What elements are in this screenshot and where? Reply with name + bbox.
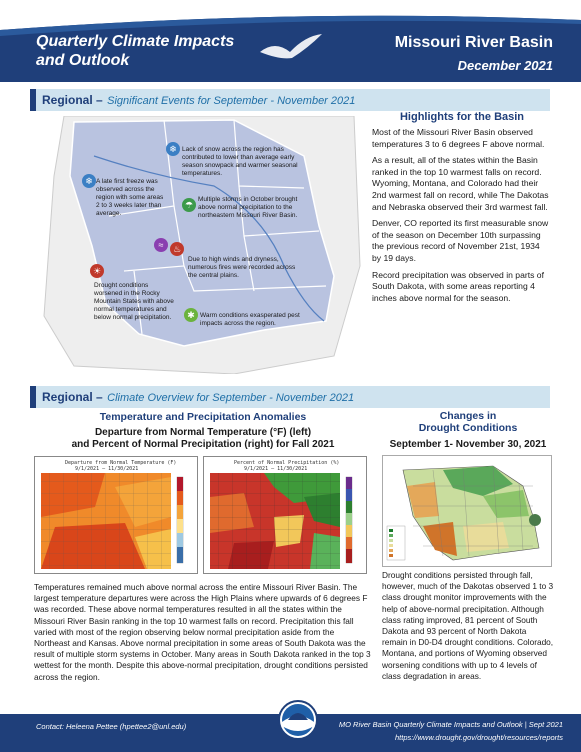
storm-icon: ☂: [182, 198, 196, 212]
highlight-paragraph: Record precipitation was observed in parts of South Dakota, with some areas reporting 4 inches above normal for the season.: [372, 269, 544, 303]
anomalies-subtitle-line2: and Percent of Normal Precipitation (right) for Fall 2021: [71, 439, 335, 450]
temperature-map-graphic: [35, 457, 197, 573]
highlight-paragraph: As a result, all of the states within the Basin ranked in the top 10 warmest falls on record. Wyoming, Montana, and Colorado had their 2nd warmest fall on record, while The Dakotas and Nebraska observed their 3rd warmest fall.: [372, 155, 549, 212]
highlights-title: Highlights for the Basin: [399, 111, 525, 123]
section-bar-climate-overview: [30, 386, 550, 408]
drought-icon: ☀: [90, 264, 104, 278]
event-snow-text: Lack of snow across the region has contributed to lower than average early season snowpack and warmer seasonal temperatures.: [182, 146, 298, 177]
precip-map-caption-line1: Percent of Normal Precipitation (%): [234, 460, 340, 466]
page-header: [0, 0, 581, 82]
highlight-paragraph: Denver, CO reported its first measurable snow of the season on December 10th surpassing the previous record of November 21st, 1934 by 19 days.: [372, 218, 549, 263]
footer-contact: Contact: Heleena Pettee (hpettee2@unl.edu): [36, 722, 187, 731]
precipitation-anomaly-map: [203, 456, 367, 574]
temp-map-caption-line2: 9/1/2021 – 11/30/2021: [75, 466, 139, 472]
drought-dates: September 1- November 30, 2021: [389, 439, 547, 450]
section-label: Regional –: [42, 93, 103, 107]
section-subtitle: Significant Events for September - November 2021: [107, 95, 356, 107]
drought-title-line2: Drought Conditions: [418, 422, 518, 434]
highlight-paragraph: Most of the Missouri River Basin observed temperatures 3 to 6 degrees F above normal.: [372, 127, 545, 149]
bird-logo-icon: [250, 30, 330, 70]
basin-name: Missouri River Basin: [394, 34, 553, 51]
highlights-body: [372, 127, 550, 309]
snow-icon: ❄: [166, 142, 180, 156]
footer-report-title: MO River Basin Quarterly Climate Impacts and Outlook | Sept 2021: [338, 720, 563, 729]
section-bar-significant-events: [30, 89, 550, 111]
section-subtitle: Climate Overview for September - November 2021: [107, 392, 355, 404]
fire-icon: ♨: [170, 242, 184, 256]
drought-map-graphic: [383, 456, 551, 566]
temp-map-caption-line1: Departure from Normal Temperature (F): [65, 460, 177, 466]
event-pests-text: Warm conditions exasperated pest impacts across the region.: [200, 312, 300, 327]
anomalies-subtitle-line1: Departure from Normal Temperature (°F) (left): [94, 427, 312, 438]
report-title-line2: and Outlook: [36, 52, 130, 69]
section-label: Regional –: [42, 390, 103, 404]
report-title-line1: Quarterly Climate Impacts: [36, 33, 235, 50]
precip-map-caption-line2: 9/1/2021 – 11/30/2021: [244, 466, 308, 472]
precipitation-map-graphic: [204, 457, 366, 573]
anomalies-subtitle: [34, 427, 372, 451]
basin-events-map: [34, 116, 364, 374]
noaa-logo-graphic: [280, 702, 316, 738]
drought-change-map: [382, 455, 552, 567]
event-freeze-text: A late first freeze was observed across the region with some areas 2 to 3 weeks later than average.: [96, 178, 164, 217]
report-date: December 2021: [457, 58, 553, 73]
anomalies-title: Temperature and Precipitation Anomalies: [99, 411, 307, 423]
event-storms-text: Multiple storms in October brought above normal precipitation to the northeastern Missouri River Basin.: [198, 196, 298, 219]
event-drought-text: Drought conditions worsened in the Rocky Mountain States with above normal temperatures and below normal precipitation.: [94, 282, 174, 321]
wind-icon: ≈: [154, 238, 168, 252]
freeze-icon: ❄: [82, 174, 96, 188]
temperature-anomaly-map: [34, 456, 198, 574]
drought-title: [380, 410, 556, 434]
precip-map-caption: [234, 460, 339, 472]
drought-title-line1: Changes in: [439, 410, 497, 422]
pest-icon: ✱: [184, 308, 198, 322]
footer-url: https://www.drought.gov/drought/resources/reports: [394, 733, 563, 742]
event-fires-text: Due to high winds and dryness, numerous fires were recorded across the central plains.: [188, 256, 296, 279]
temp-map-caption: [65, 460, 176, 472]
report-title: [36, 32, 266, 70]
noaa-logo-icon: [278, 700, 318, 740]
climate-overview-text: Temperatures remained much above normal across the entire Missouri River Basin. The largest temperature departures were across the High Plains where upwards of 6 degrees F was recorded. These above normal temperatures resulted in all the states within the Missouri River Basin ranking in the top 10 warmest falls on record. Precipitation this fall varied with most of the region observing below normal precipitation aside from the Northeast and Kansas. Above normal precipitation in some areas of South Dakota was the result of multiple storm systems in October. Many areas in South Dakota ranked in the top 3 wettest for the month. Despite this above-normal precipitation, drought conditions persisted across the region.: [34, 582, 371, 682]
drought-text: Drought conditions persisted through fall, however, much of the Dakotas observed 1 to 3 class drought monitor improvements with the help of above-normal precipitation. Although class rating improved, 81 percent of South Dakota and 93 percent of North Dakota remain in D0-D4 drought conditions. Colorado, Montana, and portions of Wyoming observed worsening conditions with up to 4 levels of class degradation in areas.: [382, 570, 554, 681]
